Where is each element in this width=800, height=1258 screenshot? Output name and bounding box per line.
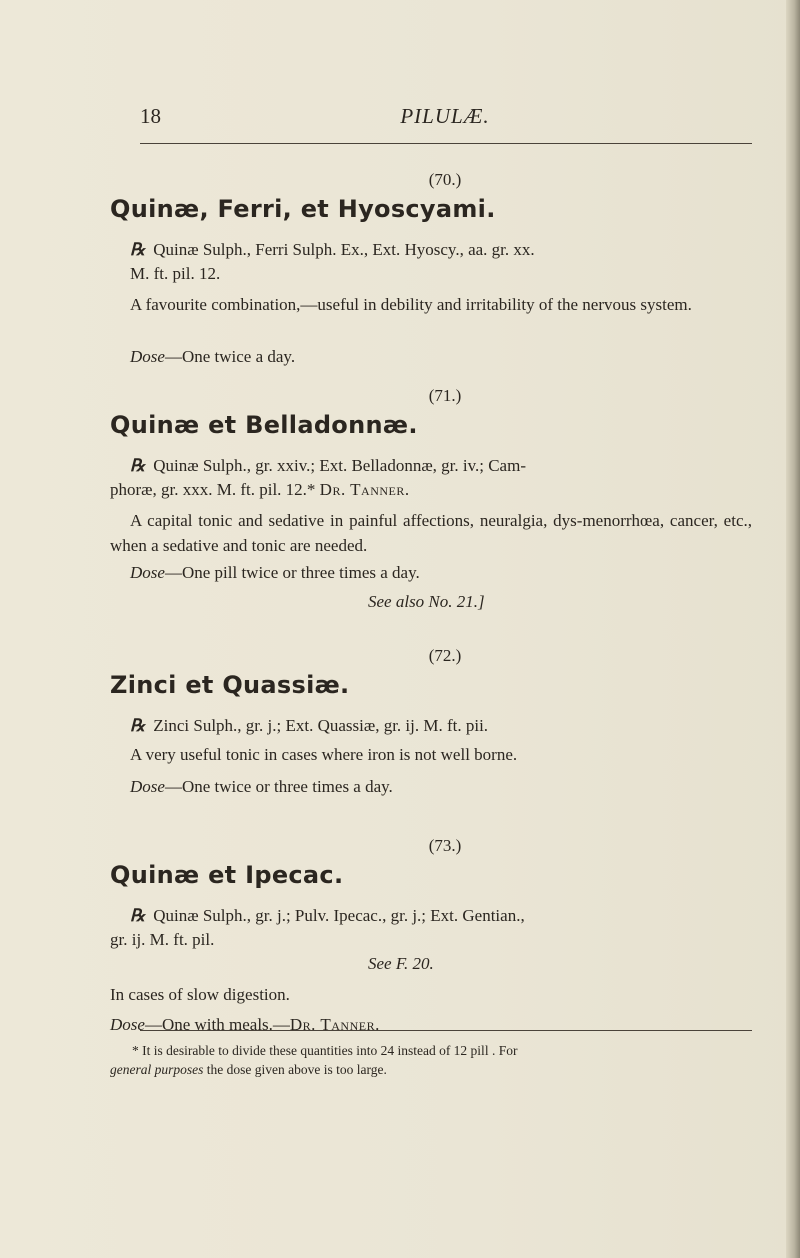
recipe-symbol: ℞: [130, 456, 146, 475]
description-text: A favourite combination,—useful in debility and irritability of the nervous system.: [130, 295, 692, 314]
page-number: 18: [140, 104, 161, 128]
recipe-line: Quinæ Sulph., gr. xxiv.; Ext. Belladonnæ, gr. iv.; Cam-: [153, 456, 526, 475]
entry-title: Quinæ, Ferri, et Hyoscyami.: [110, 195, 496, 223]
dose-label: Dose: [130, 563, 165, 582]
footnote-text: * It is desirable to divide these quantities into 24 instead of 12 pill . For: [132, 1043, 518, 1058]
header-rule: [140, 143, 752, 144]
dose-label: Dose: [130, 347, 165, 366]
recipe-line: gr. ij. M. ft. pil.: [110, 930, 215, 949]
footnote-text-rest: the dose given above is too large.: [203, 1062, 387, 1077]
entry-title: Quinæ et Ipecac.: [110, 861, 344, 889]
see-also: See also No. 21.]: [368, 592, 485, 611]
dose-text: —One twice a day.: [164, 347, 296, 366]
running-title: PILULÆ.: [400, 104, 490, 128]
page-edge: [786, 0, 800, 1258]
recipe-line: Quinæ Sulph., Ferri Sulph. Ex., Ext. Hyoscy., aa. gr. xx.: [153, 240, 535, 259]
entry-description: [110, 292, 752, 317]
dose-author: Dr. Tanner.: [289, 1015, 380, 1034]
recipe: [110, 714, 750, 738]
entry-number: (70.): [428, 170, 462, 189]
recipe-line: Zinci Sulph., gr. j.; Ext. Quassiæ, gr. ij. M. ft. pii.: [153, 716, 489, 735]
recipe-symbol: ℞: [130, 716, 146, 735]
entry-dose: [110, 344, 752, 369]
entry-number: (72.): [428, 646, 462, 665]
recipe: [110, 454, 750, 502]
running-head: [140, 104, 750, 134]
recipe-line: phoræ, gr. xxx. M. ft. pil. 12.*: [110, 480, 320, 499]
recipe: [110, 904, 750, 952]
description-text: A capital tonic and sedative in painful affections, neuralgia, dys-menorrhœa, cancer, etc., when a sedative and tonic are needed.: [110, 511, 752, 555]
recipe-author: Dr. Tanner.: [319, 480, 410, 499]
entry-title: Zinci et Quassiæ.: [110, 671, 350, 699]
entry-description: In cases of slow digestion.: [110, 985, 290, 1004]
entry-title: Quinæ et Belladonnæ.: [110, 411, 418, 439]
entry-dose: [110, 774, 752, 799]
recipe-symbol: ℞: [130, 906, 146, 925]
see-also: See F. 20.: [368, 954, 434, 973]
entry-dose: [110, 1012, 752, 1037]
recipe-line: M. ft. pil. 12.: [130, 264, 221, 283]
dose-text: —One twice or three times a day.: [164, 777, 393, 796]
dose-label: Dose: [110, 1015, 145, 1034]
entry-description: A very useful tonic in cases where iron is not well borne.: [130, 745, 518, 764]
entry-number: (73.): [428, 836, 462, 855]
dose-label: Dose: [130, 777, 165, 796]
entry-dose: [110, 560, 752, 585]
footnote-rule: [140, 1030, 752, 1031]
dose-text: —One with meals.—: [144, 1015, 290, 1034]
entry-description: [110, 508, 752, 558]
dose-text: —One pill twice or three times a day.: [164, 563, 420, 582]
entry-number: (71.): [428, 386, 462, 405]
recipe-line: Quinæ Sulph., gr. j.; Pulv. Ipecac., gr. j.; Ext. Gentian.,: [153, 906, 525, 925]
recipe-symbol: ℞: [130, 240, 146, 259]
footnote-italic: general purposes: [110, 1062, 204, 1077]
recipe: [110, 238, 750, 286]
footnote: [110, 1041, 750, 1079]
